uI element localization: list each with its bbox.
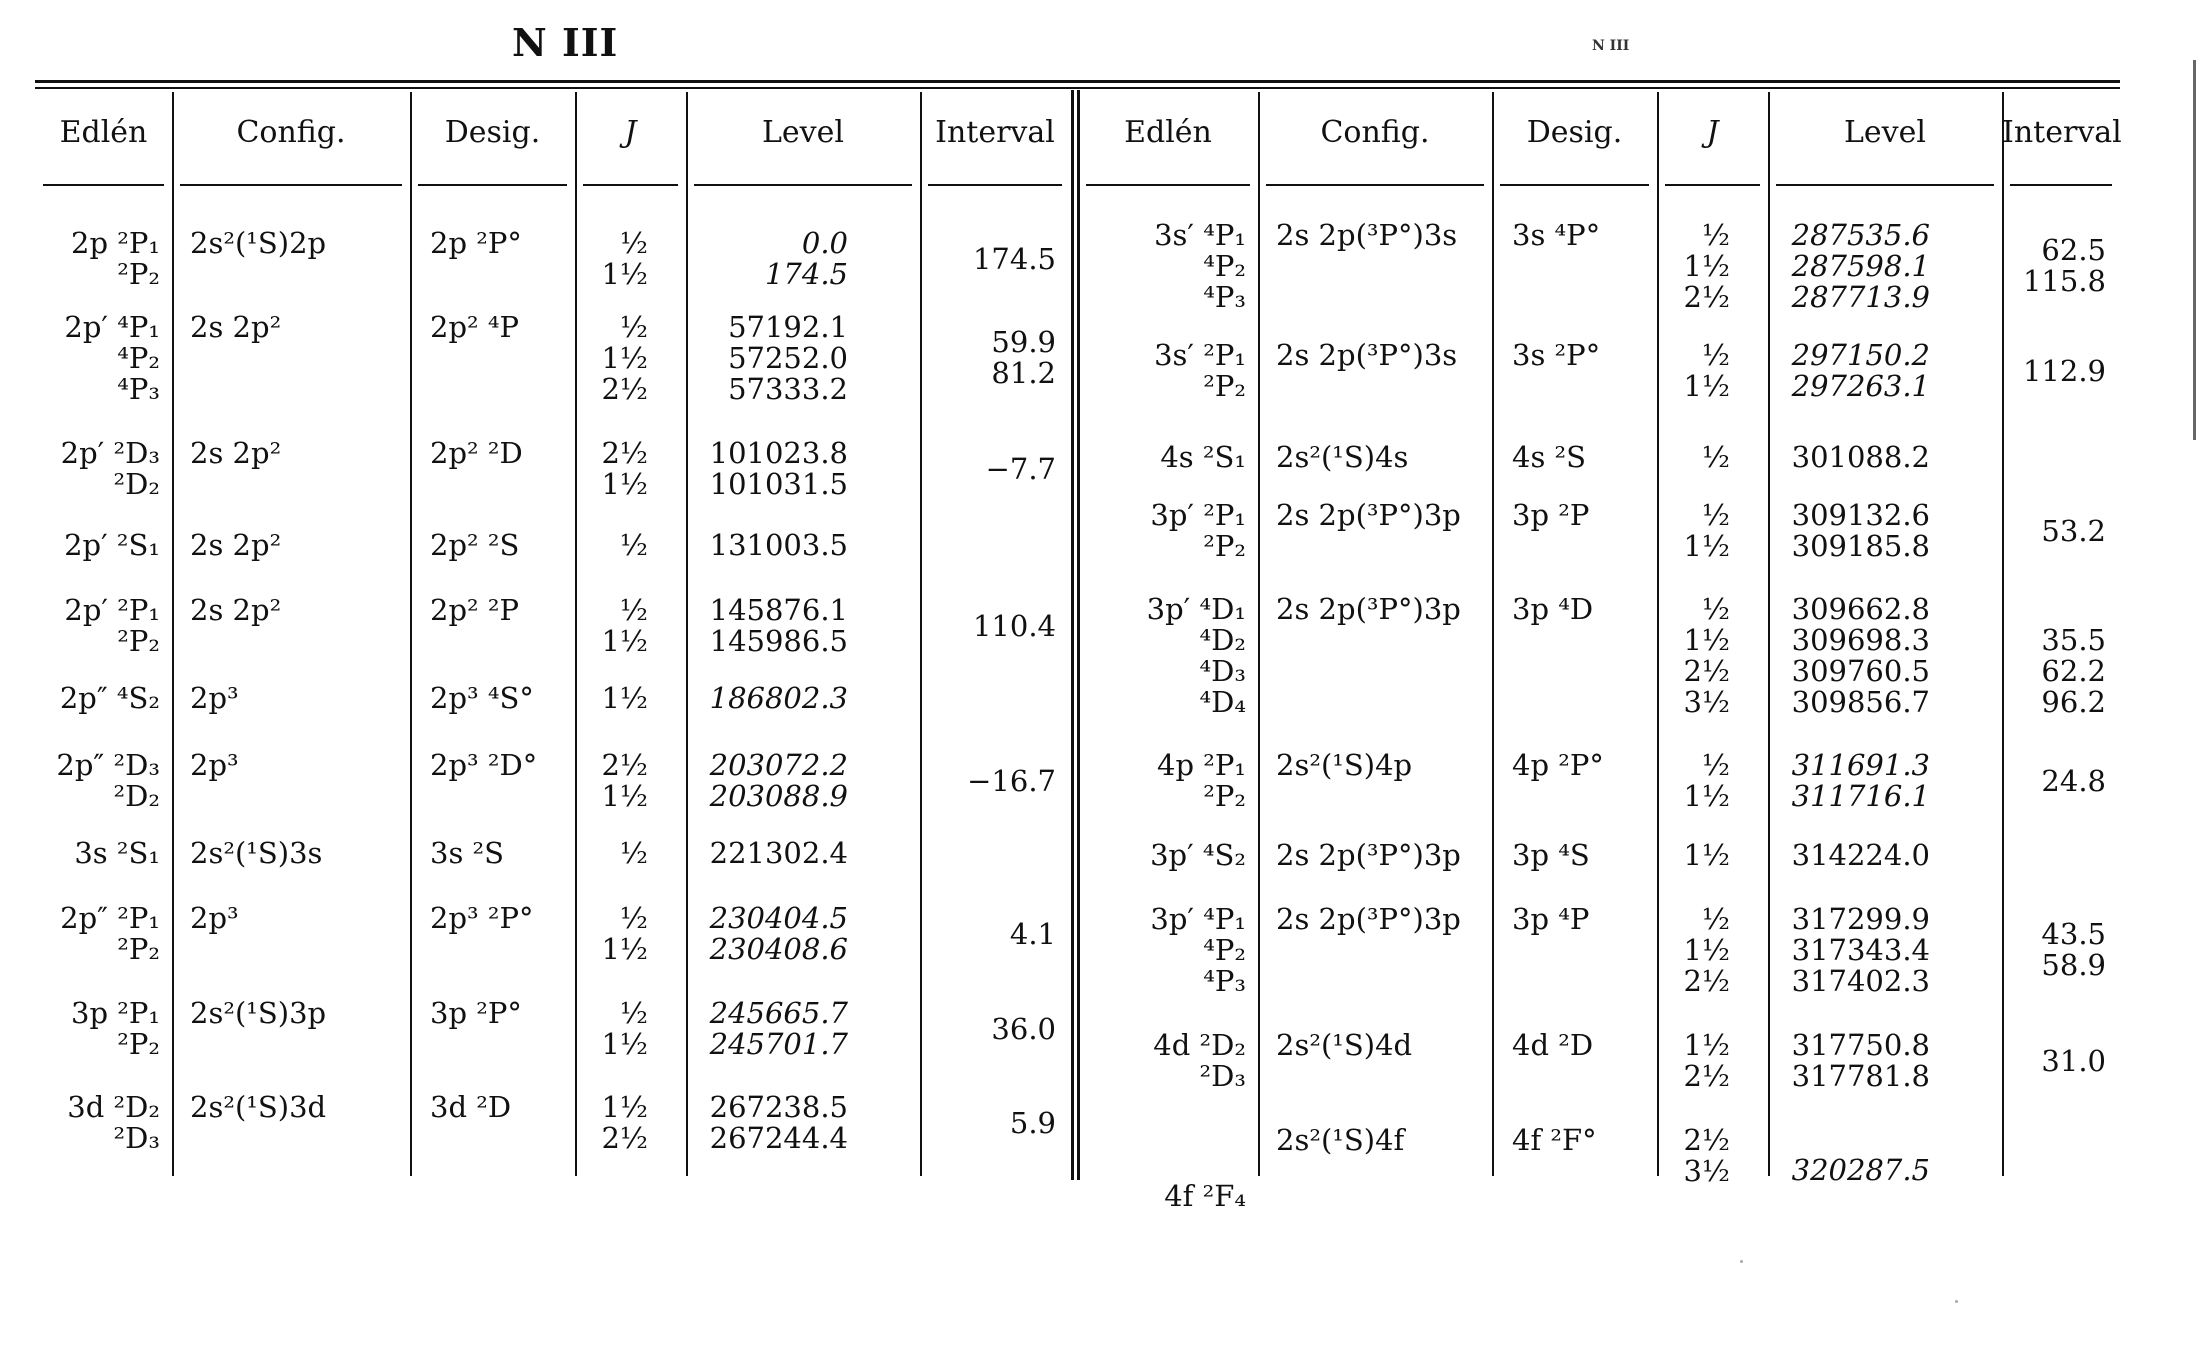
column-header-edlen: Edlén (1124, 115, 1212, 150)
config-cell: 2s 2p(³P°)3p (1276, 838, 1461, 872)
j-cell: ½ 1½ (601, 226, 648, 291)
desig-cell: 3p ⁴D (1512, 592, 1594, 626)
header-underline (418, 184, 567, 186)
edlen-cell: 3p′ ²P₁ ²P₂ (1150, 498, 1246, 563)
desig-cell: 2p² ²D (430, 436, 523, 470)
j-cell: 1½ (601, 681, 648, 715)
desig-cell: 3s ²P° (1512, 338, 1601, 372)
level-cell: 314224.0 (1791, 838, 1930, 872)
interval-cell: 53.2 (2041, 514, 2106, 548)
edlen-cell: 2p′ ²S₁ (64, 528, 160, 562)
interval-cell: 31.0 (2041, 1044, 2106, 1078)
config-cell: 2p³ (190, 748, 239, 782)
edlen-cell: 2p ²P₁ ²P₂ (71, 226, 160, 291)
j-cell: ½ 1½ (1683, 338, 1730, 403)
column-header-desig: Desig. (444, 115, 541, 150)
j-cell: ½ 1½ 2½ (1683, 902, 1730, 998)
column-header-interval: Interval (2002, 115, 2122, 150)
header-underline (1500, 184, 1649, 186)
j-cell: ½ (1701, 440, 1730, 474)
edlen-cell: 4d ²D₂ ²D₃ (1153, 1028, 1246, 1093)
config-cell: 2s²(¹S)3s (190, 836, 323, 870)
header-underline (2010, 184, 2112, 186)
column-header-config: Config. (236, 115, 346, 150)
config-cell: 2p³ (190, 901, 239, 935)
j-cell: ½ 1½ (601, 901, 648, 966)
desig-cell: 4f ²F° (1512, 1123, 1597, 1157)
j-cell: 2½ 1½ (601, 748, 648, 813)
j-cell: 2½ 1½ (601, 436, 648, 501)
edlen-cell: 3p′ ⁴S₂ (1150, 838, 1246, 872)
desig-cell: 2p³ ²P° (430, 901, 534, 935)
page-edge-shadow (2193, 60, 2196, 440)
edlen-cell: 3s′ ⁴P₁ ⁴P₂ ⁴P₃ (1154, 218, 1246, 314)
desig-cell: 2p³ ⁴S° (430, 681, 534, 715)
page-title: N III (512, 20, 619, 65)
config-cell: 2s²(¹S)4d (1276, 1028, 1413, 1062)
column-header-level: Level (762, 115, 844, 150)
j-cell: ½ 1½ (1683, 748, 1730, 813)
j-cell: 2½ 3½ (1683, 1123, 1730, 1188)
config-cell: 2s²(¹S)2p (190, 226, 327, 260)
j-cell: 1½ 2½ (1683, 1028, 1730, 1093)
column-divider (1492, 92, 1494, 1176)
scan-speck (1740, 1260, 1743, 1263)
level-cell: 301088.2 (1791, 440, 1930, 474)
edlen-cell: 2p″ ⁴S₂ (59, 681, 160, 715)
desig-cell: 3s ²S (430, 836, 505, 870)
interval-cell: −7.7 (985, 452, 1056, 486)
level-cell: 0.0 174.5 (764, 226, 848, 291)
config-cell: 2s²(¹S)4f (1276, 1123, 1405, 1157)
j-cell: ½ 1½ 2½ 3½ (1683, 592, 1730, 719)
header-underline (1266, 184, 1484, 186)
column-header-j: J (1706, 115, 1719, 150)
config-cell: 2s 2p(³P°)3s (1276, 338, 1458, 372)
j-cell: ½ 1½ (601, 593, 648, 658)
j-cell: 1½ (1683, 838, 1730, 872)
column-header-edlen: Edlén (59, 115, 148, 150)
desig-cell: 4d ²D (1512, 1028, 1594, 1062)
edlen-cell: 2p′ ⁴P₁ ⁴P₂ ⁴P₃ (64, 310, 160, 406)
column-divider (1258, 92, 1260, 1176)
level-cell: 309132.6 309185.8 (1791, 498, 1930, 563)
edlen-cell: 3s′ ²P₁ ²P₂ (1154, 338, 1246, 403)
desig-cell: 2p² ²S (430, 528, 520, 562)
interval-cell: 36.0 (991, 1012, 1056, 1046)
config-cell: 2p³ (190, 681, 239, 715)
config-cell: 2s 2p² (190, 528, 282, 562)
header-underline (1086, 184, 1250, 186)
level-cell: 297150.2 297263.1 (1791, 338, 1930, 403)
j-cell: ½ 1½ 2½ (1683, 218, 1730, 314)
level-cell: 320287.5 (1791, 1153, 1930, 1187)
level-cell: 317299.9 317343.4 317402.3 (1791, 902, 1930, 998)
config-cell: 2s 2p(³P°)3p (1276, 902, 1461, 936)
interval-cell: 110.4 (972, 609, 1056, 643)
j-cell: 1½ 2½ (601, 1090, 648, 1155)
config-cell: 2s 2p(³P°)3p (1276, 498, 1461, 532)
level-cell: 203072.2 203088.9 (709, 748, 848, 813)
desig-cell: 2p² ²P (430, 593, 519, 627)
center-double-rule (1071, 90, 1074, 1180)
level-cell: 101023.8 101031.5 (709, 436, 848, 501)
config-cell: 2s 2p² (190, 436, 282, 470)
level-cell: 317750.8 317781.8 (1791, 1028, 1930, 1093)
config-cell: 2s²(¹S)3d (190, 1090, 327, 1124)
desig-cell: 4p ²P° (1512, 748, 1604, 782)
edlen-cell: 4f ²F₄ (1164, 1179, 1246, 1213)
j-cell: ½ 1½ (601, 996, 648, 1061)
interval-cell: 24.8 (2041, 764, 2106, 798)
j-cell: ½ 1½ (1683, 498, 1730, 563)
j-cell: ½ (619, 528, 648, 562)
edlen-cell: 3s ²S₁ (74, 836, 160, 870)
desig-cell: 4s ²S (1512, 440, 1587, 474)
edlen-cell: 2p′ ²D₃ ²D₂ (60, 436, 160, 501)
column-header-desig: Desig. (1526, 115, 1623, 150)
interval-cell: 174.5 (972, 242, 1056, 276)
edlen-cell: 2p′ ²P₁ ²P₂ (64, 593, 160, 658)
edlen-cell: 3p ²P₁ ²P₂ (71, 996, 160, 1061)
desig-cell: 3p ⁴S (1512, 838, 1590, 872)
scan-speck (1955, 1300, 1958, 1303)
interval-cell: 4.1 (1009, 917, 1056, 951)
config-cell: 2s²(¹S)4s (1276, 440, 1409, 474)
interval-cell: 112.9 (2022, 354, 2106, 388)
interval-cell: 43.5 58.9 (2041, 917, 2106, 982)
config-cell: 2s 2p² (190, 310, 282, 344)
interval-cell: 59.9 81.2 (991, 325, 1056, 390)
j-cell: ½ (619, 836, 648, 870)
desig-cell: 2p³ ²D° (430, 748, 538, 782)
level-cell: 145876.1 145986.5 (709, 593, 848, 658)
config-cell: 2s 2p(³P°)3p (1276, 592, 1461, 626)
header-underline (180, 184, 402, 186)
edlen-cell: 2p″ ²P₁ ²P₂ (60, 901, 160, 966)
column-divider (172, 92, 174, 1176)
config-cell: 2s 2p² (190, 593, 282, 627)
desig-cell: 3p ²P (1512, 498, 1590, 532)
desig-cell: 3d ²D (430, 1090, 512, 1124)
config-cell: 2s²(¹S)4p (1276, 748, 1413, 782)
config-cell: 2s 2p(³P°)3s (1276, 218, 1458, 252)
top-rule-thin (35, 87, 2120, 89)
edlen-cell: 4p ²P₁ ²P₂ (1157, 748, 1246, 813)
desig-cell: 2p ²P° (430, 226, 522, 260)
header-underline (928, 184, 1062, 186)
column-header-j: J (624, 115, 637, 150)
column-header-config: Config. (1320, 115, 1430, 150)
level-cell: 245665.7 245701.7 (709, 996, 848, 1061)
desig-cell: 3p ⁴P (1512, 902, 1590, 936)
level-cell: 311691.3 311716.1 (1791, 748, 1930, 813)
interval-cell: −16.7 (967, 764, 1056, 798)
edlen-cell: 2p″ ²D₃ ²D₂ (56, 748, 160, 813)
top-rule-thick (35, 80, 2120, 83)
desig-cell: 3s ⁴P° (1512, 218, 1601, 252)
column-header-interval: Interval (935, 115, 1055, 150)
interval-cell: 35.5 62.2 96.2 (2041, 623, 2106, 719)
column-header-level: Level (1844, 115, 1926, 150)
interval-cell: 5.9 (1009, 1106, 1056, 1140)
level-cell: 287535.6 287598.1 287713.9 (1791, 218, 1930, 314)
edlen-cell: 3p′ ⁴P₁ ⁴P₂ ⁴P₃ (1150, 902, 1246, 998)
level-cell: 131003.5 (709, 528, 848, 562)
level-cell: 221302.4 (709, 836, 848, 870)
level-cell: 186802.3 (709, 681, 848, 715)
edlen-cell: 3d ²D₂ ²D₃ (67, 1090, 160, 1155)
level-cell: 309662.8 309698.3 309760.5 309856.7 (1791, 592, 1930, 719)
edlen-cell: 4s ²S₁ (1160, 440, 1246, 474)
desig-cell: 2p² ⁴P (430, 310, 519, 344)
level-cell: 267238.5 267244.4 (709, 1090, 848, 1155)
header-underline (1665, 184, 1760, 186)
interval-cell: 62.5 115.8 (2022, 233, 2106, 298)
desig-cell: 3p ²P° (430, 996, 522, 1030)
header-underline (694, 184, 912, 186)
edlen-cell: 3p′ ⁴D₁ ⁴D₂ ⁴D₃ ⁴D₄ (1146, 592, 1246, 719)
level-cell: 230404.5 230408.6 (709, 901, 848, 966)
config-cell: 2s²(¹S)3p (190, 996, 327, 1030)
column-divider (410, 92, 412, 1176)
header-underline (583, 184, 678, 186)
running-head-faint: N III (1592, 38, 1630, 54)
header-underline (43, 184, 164, 186)
j-cell: ½ 1½ 2½ (601, 310, 648, 406)
level-cell: 57192.1 57252.0 57333.2 (728, 310, 848, 406)
header-underline (1776, 184, 1994, 186)
